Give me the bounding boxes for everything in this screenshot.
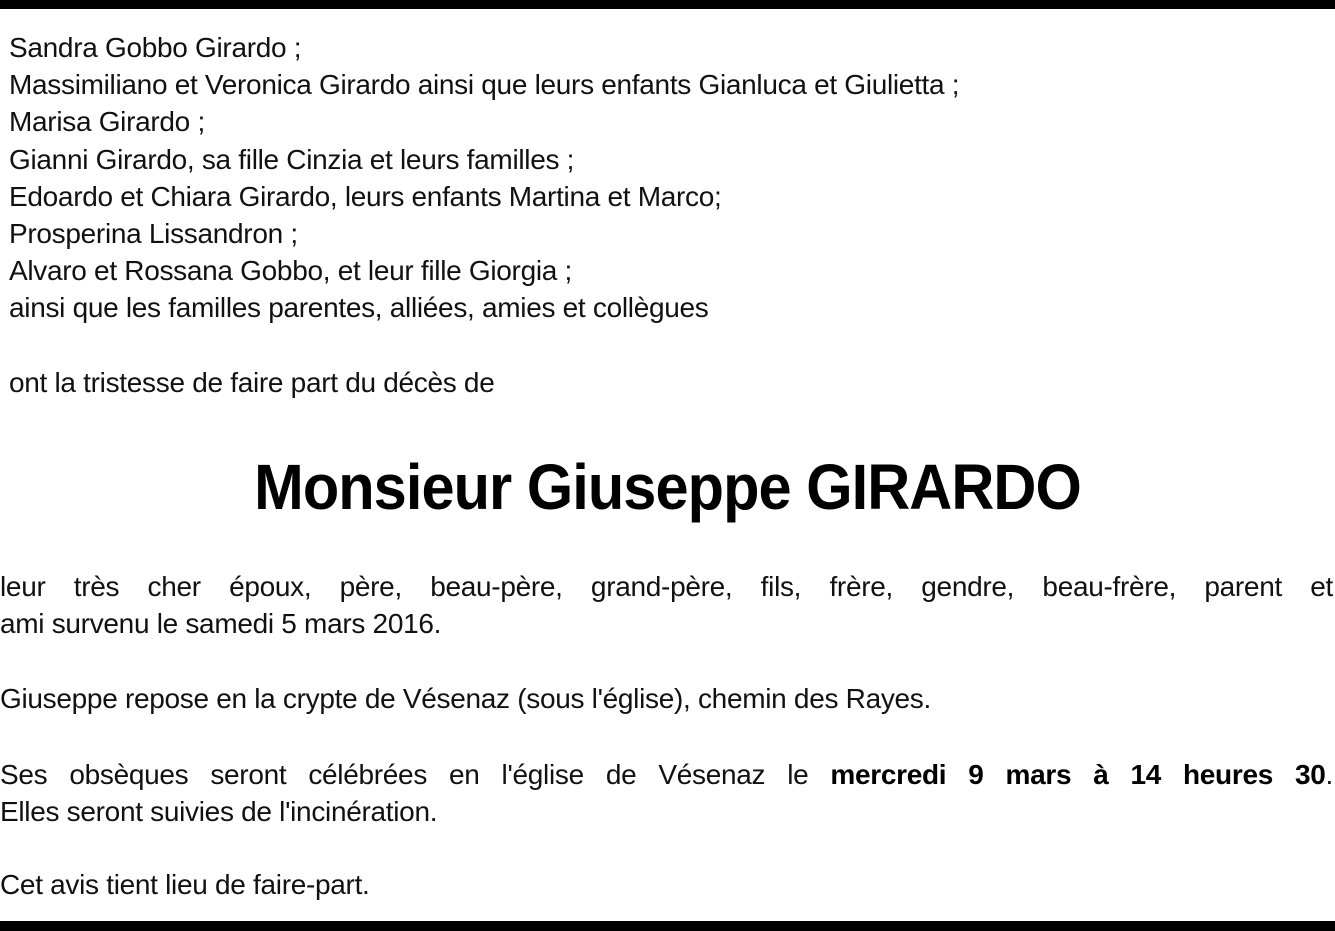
family-line: Sandra Gobbo Girardo ; bbox=[9, 32, 302, 63]
family-line: Alvaro et Rossana Gobbo, et leur fille Giorgia ; bbox=[9, 255, 573, 287]
family-line: ainsi que les familles parentes, alliées, amies et collègues bbox=[9, 292, 709, 324]
relation-paragraph bbox=[0, 568, 1333, 642]
relation-line-2: ami survenu le samedi 5 mars 2016. bbox=[0, 608, 442, 639]
family-line: Massimiliano et Veronica Girardo ainsi que leurs enfants Gianluca et Giulietta ; bbox=[9, 69, 960, 101]
ceremony-paragraph bbox=[0, 756, 1333, 830]
ceremony-suffix: . bbox=[1325, 759, 1333, 790]
relation-line-1: leur très cher époux, père, beau-père, grand-père, fils, frère, gendre, beau-frère, parent et bbox=[0, 571, 1333, 602]
ceremony-date: mercredi 9 mars à 14 heures 30 bbox=[830, 759, 1326, 790]
repose-paragraph: Giuseppe repose en la crypte de Vésenaz (sous l'église), chemin des Rayes. bbox=[0, 683, 931, 714]
deceased-name-heading: Monsieur Giuseppe GIRARDO bbox=[254, 451, 1081, 523]
family-line: Prosperina Lissandron ; bbox=[9, 218, 298, 250]
bottom-border-rule bbox=[0, 921, 1335, 931]
family-line: Edoardo et Chiara Girardo, leurs enfants Martina et Marco; bbox=[9, 180, 722, 212]
family-line: Gianni Girardo, sa fille Cinzia et leurs familles ; bbox=[9, 143, 575, 175]
ceremony-line-2: Elles seront suivies de l'incinération. bbox=[0, 796, 438, 827]
announcement-text: ont la tristesse de faire part du décès de bbox=[9, 367, 495, 398]
closing-text: Cet avis tient lieu de faire-part. bbox=[0, 869, 370, 900]
family-line: Marisa Girardo ; bbox=[9, 106, 205, 138]
ceremony-line-1 bbox=[0, 756, 1333, 793]
ceremony-prefix: Ses obsèques seront célébrées en l'église de Vésenaz le bbox=[0, 759, 809, 790]
family-list bbox=[9, 29, 959, 327]
top-border-rule bbox=[0, 0, 1335, 9]
